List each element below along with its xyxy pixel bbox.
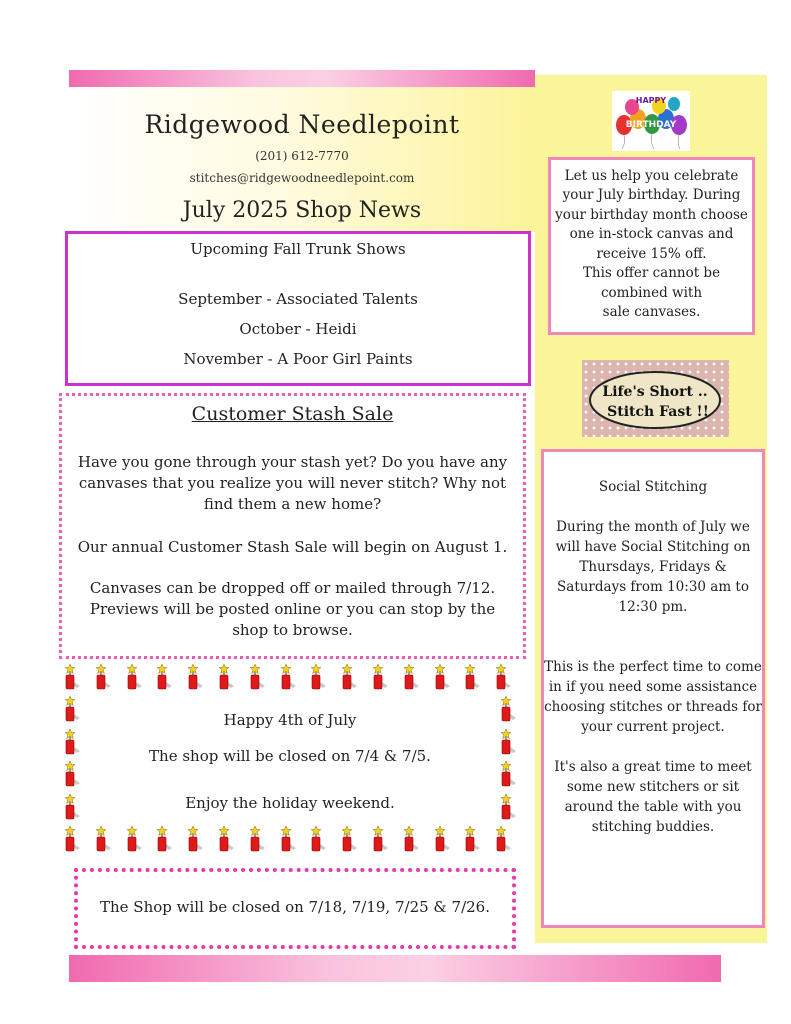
balloons-icon	[612, 91, 690, 151]
birthday-line: Let us help you celebrate	[564, 168, 739, 184]
firecracker-icon	[495, 664, 511, 690]
birthday-line: your July birthday. During	[562, 187, 741, 203]
firecracker-icon	[464, 664, 480, 690]
stash-para1-line: Have you gone through your stash yet? Do you have any	[77, 453, 508, 471]
stash-para1-line: find them a new home?	[203, 495, 382, 513]
firecracker-icon	[372, 826, 388, 852]
social-stitching-box	[541, 449, 765, 928]
firecracker-icon	[126, 664, 142, 690]
firecracker-icon	[310, 826, 326, 852]
trunk-show-item: September - Associated Talents	[178, 290, 418, 308]
trunk-shows-box	[65, 231, 531, 386]
lifes-short-sign-image	[582, 360, 729, 437]
social-para3-line: around the table with you	[564, 799, 742, 815]
firecracker-icon	[95, 826, 111, 852]
july4-holiday: Enjoy the holiday weekend.	[185, 794, 395, 812]
stash-para1-line: canvases that you realize you will never stitch? Why not	[78, 474, 507, 492]
firecracker-icon	[310, 664, 326, 690]
social-para3-line: stitching buddies.	[591, 819, 715, 835]
social-para2-line: choosing stitches or threads for	[544, 699, 762, 715]
trunk-shows-heading: Upcoming Fall Trunk Shows	[190, 240, 406, 258]
stitch-sign-icon	[582, 360, 729, 437]
social-para3-line: It's also a great time to meet	[554, 759, 752, 775]
shop-email: stitches@ridgewoodneedlepoint.com	[189, 171, 415, 185]
social-para1-line: Thursdays, Fridays &	[579, 559, 727, 575]
stash-para3-line: Canvases can be dropped off or mailed through 7/12.	[89, 579, 496, 597]
firecracker-icon	[64, 761, 80, 787]
firecracker-icon	[249, 664, 265, 690]
july4-greeting: Happy 4th of July	[223, 711, 357, 729]
july4-closure: The shop will be closed on 7/4 & 7/5.	[149, 747, 431, 765]
firecracker-icon	[464, 826, 480, 852]
firecracker-icon	[434, 826, 450, 852]
social-para2-line: in if you need some assistance	[548, 679, 758, 695]
social-para1-line: will have Social Stitching on	[555, 539, 751, 555]
stash-sale-title: Customer Stash Sale	[191, 403, 394, 425]
firecracker-icon	[156, 826, 172, 852]
social-para3-line: some new stitchers or sit	[566, 779, 740, 795]
firecracker-icon	[372, 664, 388, 690]
social-para1-line: Saturdays from 10:30 am to	[557, 579, 749, 595]
bottom-pink-bar	[69, 955, 721, 982]
social-para1-line: 12:30 pm.	[618, 599, 688, 615]
balloon-text-happy: HAPPY	[635, 96, 667, 105]
firecracker-icon	[126, 826, 142, 852]
balloon-text-birthday: BIRTHDAY	[625, 120, 677, 130]
social-para1-line: During the month of July we	[556, 519, 750, 535]
firecracker-icon	[341, 664, 357, 690]
firecracker-icon	[156, 664, 172, 690]
firecracker-icon	[218, 826, 234, 852]
newsletter-title: July 2025 Shop News	[182, 198, 422, 223]
firecracker-icon	[249, 826, 265, 852]
firecracker-icon	[495, 826, 511, 852]
social-title: Social Stitching	[598, 479, 708, 495]
social-para2-line: This is the perfect time to come	[544, 659, 762, 675]
firecracker-icon	[280, 826, 296, 852]
shop-name: Ridgewood Needlepoint	[144, 110, 460, 139]
birthday-line: your birthday month choose	[555, 207, 748, 223]
firecracker-icon	[280, 664, 296, 690]
firecracker-icon	[403, 664, 419, 690]
firecracker-icon	[434, 664, 450, 690]
firecracker-icon	[64, 664, 80, 690]
top-pink-bar	[69, 70, 535, 87]
birthday-balloons-image	[612, 91, 690, 151]
birthday-offer-box	[548, 157, 755, 335]
firecracker-icon	[95, 664, 111, 690]
closure-notice-box	[74, 868, 516, 949]
sign-line2: Stitch Fast !!	[607, 404, 709, 420]
firecracker-icon	[500, 761, 516, 787]
sign-line1: Life's Short ..	[602, 384, 708, 400]
birthday-line: sale canvases.	[602, 304, 701, 320]
trunk-show-item: October - Heidi	[239, 320, 357, 338]
firecracker-icon	[187, 826, 203, 852]
birthday-line: receive 15% off.	[596, 246, 707, 262]
firecracker-icon	[187, 664, 203, 690]
stash-sale-box	[59, 393, 526, 659]
stash-para3-line: Previews will be posted online or you can stop by the	[89, 600, 496, 618]
stash-para3-line: shop to browse.	[232, 621, 353, 639]
firecracker-icon	[218, 664, 234, 690]
trunk-show-item: November - A Poor Girl Paints	[183, 350, 413, 368]
firecracker-icon	[403, 826, 419, 852]
birthday-line: combined with	[600, 285, 703, 301]
stash-para2: Our annual Customer Stash Sale will begin on August 1.	[77, 538, 508, 556]
birthday-line: one in-stock canvas and	[569, 226, 734, 242]
birthday-line: This offer cannot be	[582, 265, 721, 281]
social-para2-line: your current project.	[581, 719, 725, 735]
firecracker-icon	[341, 826, 357, 852]
firecracker-icon	[64, 826, 80, 852]
closure-notice-text: The Shop will be closed on 7/18, 7/19, 7/25 & 7/26.	[100, 898, 490, 916]
shop-phone: (201) 612-7770	[255, 149, 349, 163]
